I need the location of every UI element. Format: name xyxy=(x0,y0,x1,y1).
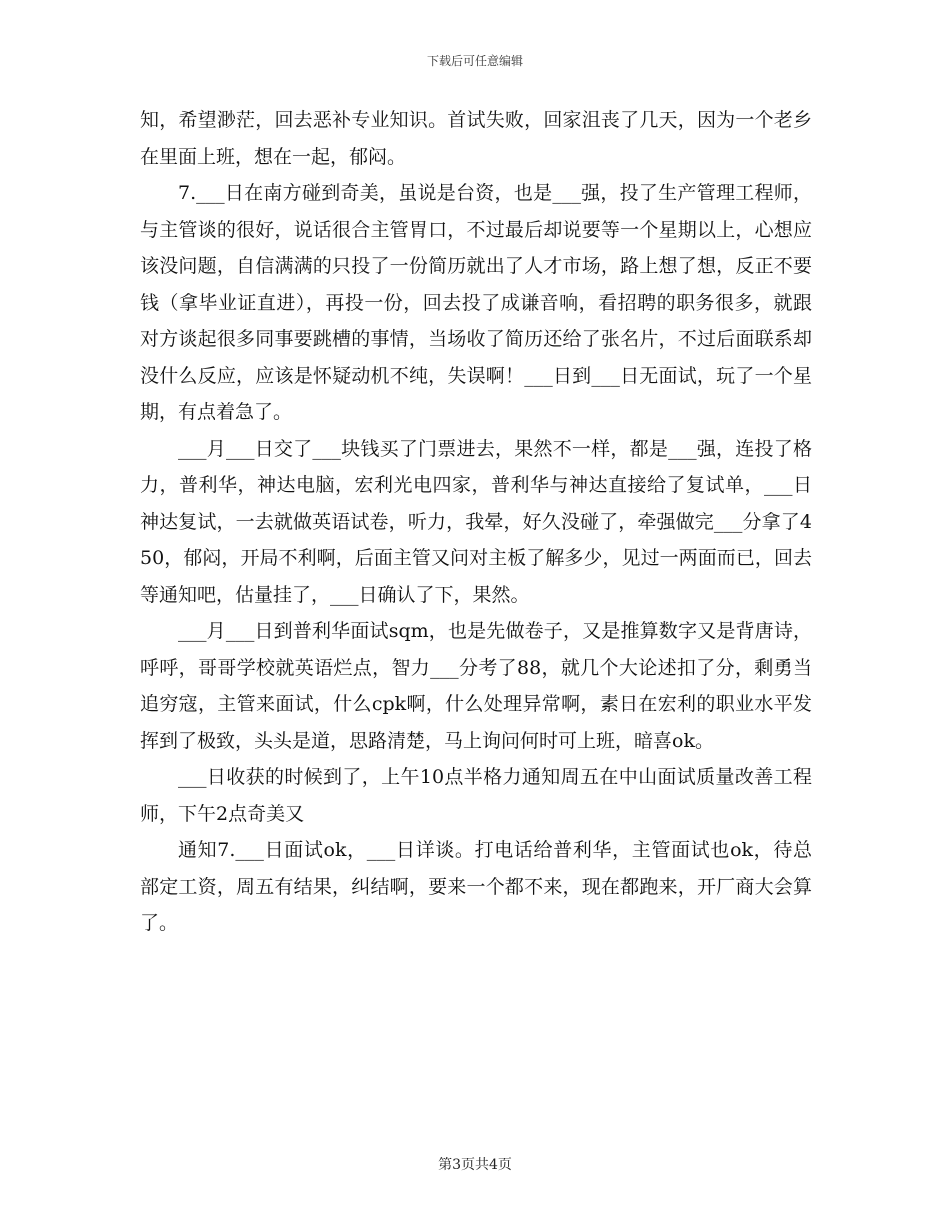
paragraph-continuation: 知，希望渺茫，回去恶补专业知识。首试失败，回家沮丧了几天，因为一个老乡在里面上班，想在一起，郁闷。 xyxy=(140,109,812,168)
paragraph-qimei: 7.___日在南方碰到奇美，虽说是台资，也是___强，投了生产管理工程师，与主管谈的很好，说话很合主管胃口，不过最后却说要等一个星期以上，心想应该没问题，自信满满的只投了一份简历就出了人才市场，路上想了想，反正不要钱（拿毕业证直进），再投一份，回去投了成谦音响，看招聘的职务很多，就跟对方谈起很多同事要跳槽的事情，当场收了简历还给了张名片，不过后面联系却没什么反应，应该是怀疑动机不纯，失误啊！___日到___日无面试，玩了一个星期，有点着急了。 xyxy=(140,182,812,423)
page-header: 下载后可任意编辑 xyxy=(426,54,523,68)
paragraph-notice: 通知7.___日面试ok，___日详谈。打电话给普利华，主管面试也ok，待总部定工资，周五有结果，纠结啊，要来一个都不来，现在都跑来，开厂商大会算了。 xyxy=(140,839,812,934)
paragraph-harvest: ___日收获的时候到了，上午10点半格力通知周五在中山面试质量改善工程师，下午2点奇美又 xyxy=(140,766,812,825)
document-body xyxy=(140,102,812,942)
paragraph-plihua-interview: ___月___日到普利华面试sqm，也是先做卷子，又是推算数字又是背唐诗，呼呼，哥哥学校就英语烂点，智力___分考了88，就几个大论述扣了分，剩勇当追穷寇，主管来面试，什么cpk啊，什么处理异常啊，素日在宏利的职业水平发挥到了极致，头头是道，思路清楚，马上询问何时可上班，暗喜ok。 xyxy=(140,620,812,752)
page-number: 第3页共4页 xyxy=(438,1157,512,1173)
paragraph-ticket: ___月___日交了___块钱买了门票进去，果然不一样，都是___强，连投了格力，普利华，神达电脑，宏利光电四家，普利华与神达直接给了复试单，___日神达复试，一去就做英语试卷，听力，我晕，好久没碰了，牵强做完___分拿了450，郁闷，开局不利啊，后面主管又问对主板了解多少，见过一两面而已，回去等通知吧，估量挂了，___日确认了下，果然。 xyxy=(140,437,812,606)
